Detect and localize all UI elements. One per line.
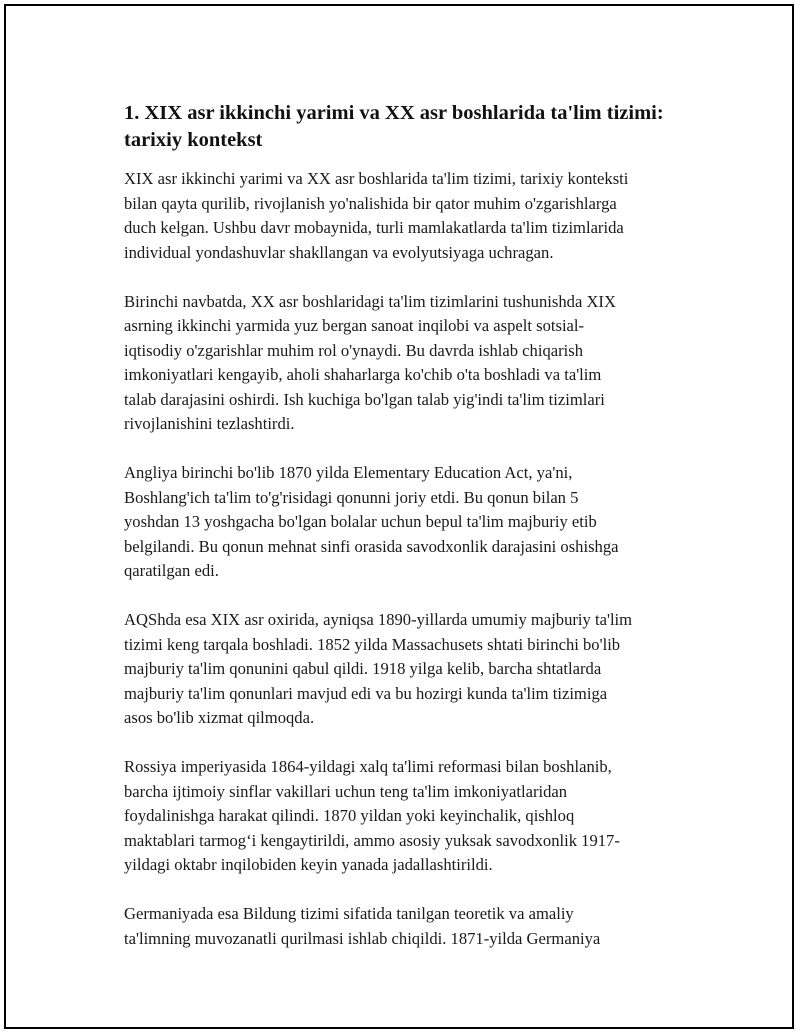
paragraph-line: barcha ijtimoiy sinflar vakillari uchun teng ta'lim imkoniyatlaridan bbox=[124, 781, 568, 801]
paragraph bbox=[124, 902, 694, 951]
paragraph-line: majburiy ta'lim qonunini qabul qildi. 1918 yilga kelib, barcha shtatlarda bbox=[124, 659, 602, 678]
paragraph-line: maktablari tarmog‘i kengaytirildi, ammo asosiy yuksak savodxonlik 1917- bbox=[124, 830, 620, 850]
paragraph-line: Boshlang'ich ta'lim to'g'risidagi qonunni joriy etdi. Bu qonun bilan 5 bbox=[124, 487, 579, 507]
paragraph-line: Germaniyada esa Bildung tizimi sifatida tanilgan teoretik va amaliy bbox=[124, 904, 574, 923]
section-heading bbox=[124, 100, 694, 154]
paragraph-line: duch kelgan. Ushbu davr mobaynida, turli mamlakatlarda ta'lim tizimlarida bbox=[124, 218, 624, 237]
paragraph bbox=[124, 608, 694, 731]
heading-line: 1. XIX asr ikkinchi yarimi va XX asr boshlarida ta'lim tizimi: bbox=[124, 102, 664, 124]
heading-line: tarixiy kontekst bbox=[124, 129, 263, 151]
paragraph-line: Angliya birinchi bo'lib 1870 yilda Elementary Education Act, ya'ni, bbox=[124, 463, 573, 482]
paragraph-line: bilan qayta qurilib, rivojlanish yo'nalishida bir qator muhim o'zgarishlarga bbox=[124, 193, 617, 213]
paragraph-line: asos bo'lib xizmat qilmoqda. bbox=[124, 708, 315, 727]
paragraph-line: majburiy ta'lim qonunlari mavjud edi va bu hozirgi kunda ta'lim tizimiga bbox=[124, 683, 608, 703]
paragraph-line: individual yondashuvlar shakllangan va evolyutsiyaga uchragan. bbox=[124, 242, 554, 262]
paragraph bbox=[124, 290, 694, 437]
paragraph-line: XIX asr ikkinchi yarimi va XX asr boshlarida ta'lim tizimi, tarixiy konteksti bbox=[124, 169, 629, 188]
paragraph-line: tizimi keng tarqala boshladi. 1852 yilda Massachusets shtati birinchi bo'lib bbox=[124, 634, 621, 654]
page-frame bbox=[4, 4, 794, 1029]
paragraph-line: imkoniyatlari kengayib, aholi shaharlarga ko'chib o'ta boshladi va ta'lim bbox=[124, 365, 602, 384]
paragraph-line: ta'limning muvozanatli qurilmasi ishlab chiqildi. 1871-yilda Germaniya bbox=[124, 928, 601, 948]
paragraph-line: foydalinishga harakat qilindi. 1870 yildan yoki keyinchalik, qishloq bbox=[124, 806, 575, 825]
document-body bbox=[124, 100, 694, 976]
paragraph-line: talab darajasini oshirdi. Ish kuchiga bo'lgan talab yig'indi ta'lim tizimlari bbox=[124, 389, 605, 409]
paragraph-line: AQShda esa XIX asr oxirida, ayniqsa 1890-yillarda umumiy majburiy ta'lim bbox=[124, 610, 633, 629]
paragraph-line: Rossiya imperiyasida 1864-yildagi xalq ta'limi reformasi bilan boshlanib, bbox=[124, 757, 612, 776]
paragraph-line: belgilandi. Bu qonun mehnat sinfi orasida savodxonlik darajasini oshishga bbox=[124, 536, 619, 556]
paragraph bbox=[124, 167, 694, 265]
paragraph-line: rivojlanishini tezlashtirdi. bbox=[124, 414, 295, 433]
paragraph-line: iqtisodiy o'zgarishlar muhim rol o'ynaydi. Bu davrda ishlab chiqarish bbox=[124, 340, 584, 360]
paragraph-line: asrning ikkinchi yarmida yuz bergan sanoat inqilobi va aspelt sotsial- bbox=[124, 316, 585, 335]
paragraph bbox=[124, 461, 694, 584]
paragraph bbox=[124, 755, 694, 878]
paragraph-line: qaratilgan edi. bbox=[124, 561, 219, 580]
paragraph-line: Birinchi navbatda, XX asr boshlaridagi ta'lim tizimlarini tushunishda XIX bbox=[124, 291, 616, 311]
paragraph-line: yoshdan 13 yoshgacha bo'lgan bolalar uchun bepul ta'lim majburiy etib bbox=[124, 512, 597, 531]
paragraph-list bbox=[124, 167, 694, 951]
paragraph-line: yildagi oktabr inqilobiden keyin yanada jadallashtirildi. bbox=[124, 855, 493, 874]
